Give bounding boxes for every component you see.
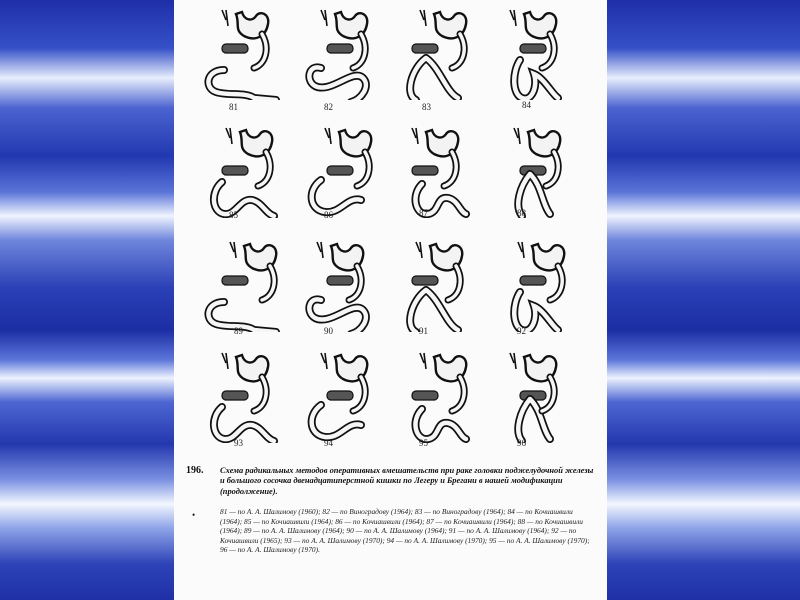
scheme-number-label: 95 <box>419 438 428 448</box>
scheme-item <box>386 8 476 118</box>
surgical-scheme-drawing <box>386 240 478 332</box>
surgical-scheme-drawing <box>291 240 383 332</box>
scheme-item <box>196 240 286 350</box>
surgical-scheme-drawing <box>291 351 383 443</box>
surgical-scheme-drawing <box>386 351 478 443</box>
scheme-number-label: 88 <box>517 208 526 218</box>
scheme-number-label: 84 <box>522 100 531 110</box>
scheme-number-label: 86 <box>324 210 333 220</box>
scheme-item <box>484 240 574 350</box>
background-right-panel <box>607 0 800 600</box>
surgical-scheme-drawing <box>484 126 576 218</box>
surgical-scheme-drawing <box>196 126 288 218</box>
surgical-scheme-drawing <box>386 8 478 100</box>
surgical-scheme-drawing <box>196 8 288 100</box>
surgical-scheme-drawing <box>484 351 576 443</box>
scheme-item <box>291 351 381 461</box>
scheme-item <box>386 240 476 350</box>
figure-number: 196. <box>186 465 204 476</box>
scheme-item <box>484 8 574 118</box>
surgical-scheme-drawing <box>196 240 288 332</box>
scheme-number-label: 81 <box>229 102 238 112</box>
surgical-schemes-grid <box>196 8 586 458</box>
scheme-number-label: 89 <box>234 326 243 336</box>
surgical-scheme-drawing <box>291 126 383 218</box>
scheme-item <box>291 126 381 236</box>
document-page <box>174 0 607 600</box>
scheme-item <box>291 240 381 350</box>
scheme-item <box>386 126 476 236</box>
scheme-number-label: 90 <box>324 326 333 336</box>
scheme-number-label: 85 <box>229 210 238 220</box>
scheme-item <box>196 8 286 118</box>
background-left-panel <box>0 0 174 600</box>
scheme-number-label: 93 <box>234 438 243 448</box>
scheme-item <box>484 351 574 461</box>
scheme-number-label: 91 <box>419 326 428 336</box>
surgical-scheme-drawing <box>484 240 576 332</box>
surgical-scheme-drawing <box>196 351 288 443</box>
bullet-mark: • <box>192 510 196 520</box>
scheme-number-label: 94 <box>324 438 333 448</box>
surgical-scheme-drawing <box>386 126 478 218</box>
surgical-scheme-drawing <box>291 8 383 100</box>
scheme-item <box>196 351 286 461</box>
scheme-number-label: 92 <box>517 326 526 336</box>
scheme-item <box>196 126 286 236</box>
scheme-number-label: 82 <box>324 102 333 112</box>
scheme-item <box>291 8 381 118</box>
scheme-number-label: 83 <box>422 102 431 112</box>
figure-title: Схема радикальных методов оперативных вмешательств при раке головки поджелудочной железы и большого сосочка двенадцатиперстной кишки по Легеру и Брегани в нашей модификации (продолжение). <box>220 466 594 496</box>
scheme-item <box>484 126 574 236</box>
scheme-item <box>386 351 476 461</box>
scheme-number-label: 87 <box>419 208 428 218</box>
surgical-scheme-drawing <box>484 8 576 100</box>
scheme-number-label: 96 <box>517 438 526 448</box>
figure-authors-list: 81 — по А. А. Шалимову (1960); 82 — по Виноградову (1964); 83 — по Виноградову (1964); 84 — по Кочиашвили (1964); 85 — по Кочиашвили (1964); 86 — по Кочиашвили (1964); 87 — по Кочиашвили (1964); 88 — по Кочиашвили (1964); 89 — по А. А. Шалимову (1964); 90 — по А. А. Шалимову (1964); 91 — по А. А. Шалимову (1964); 92 — по Кочиашвили (1965); 93 — по А. А. Шалимову (1970); 94 — по А. А. Шалимову (1970); 95 — по А. А. Шалимову (1970); 96 — по А. А. Шалимову (1970). <box>220 507 590 555</box>
